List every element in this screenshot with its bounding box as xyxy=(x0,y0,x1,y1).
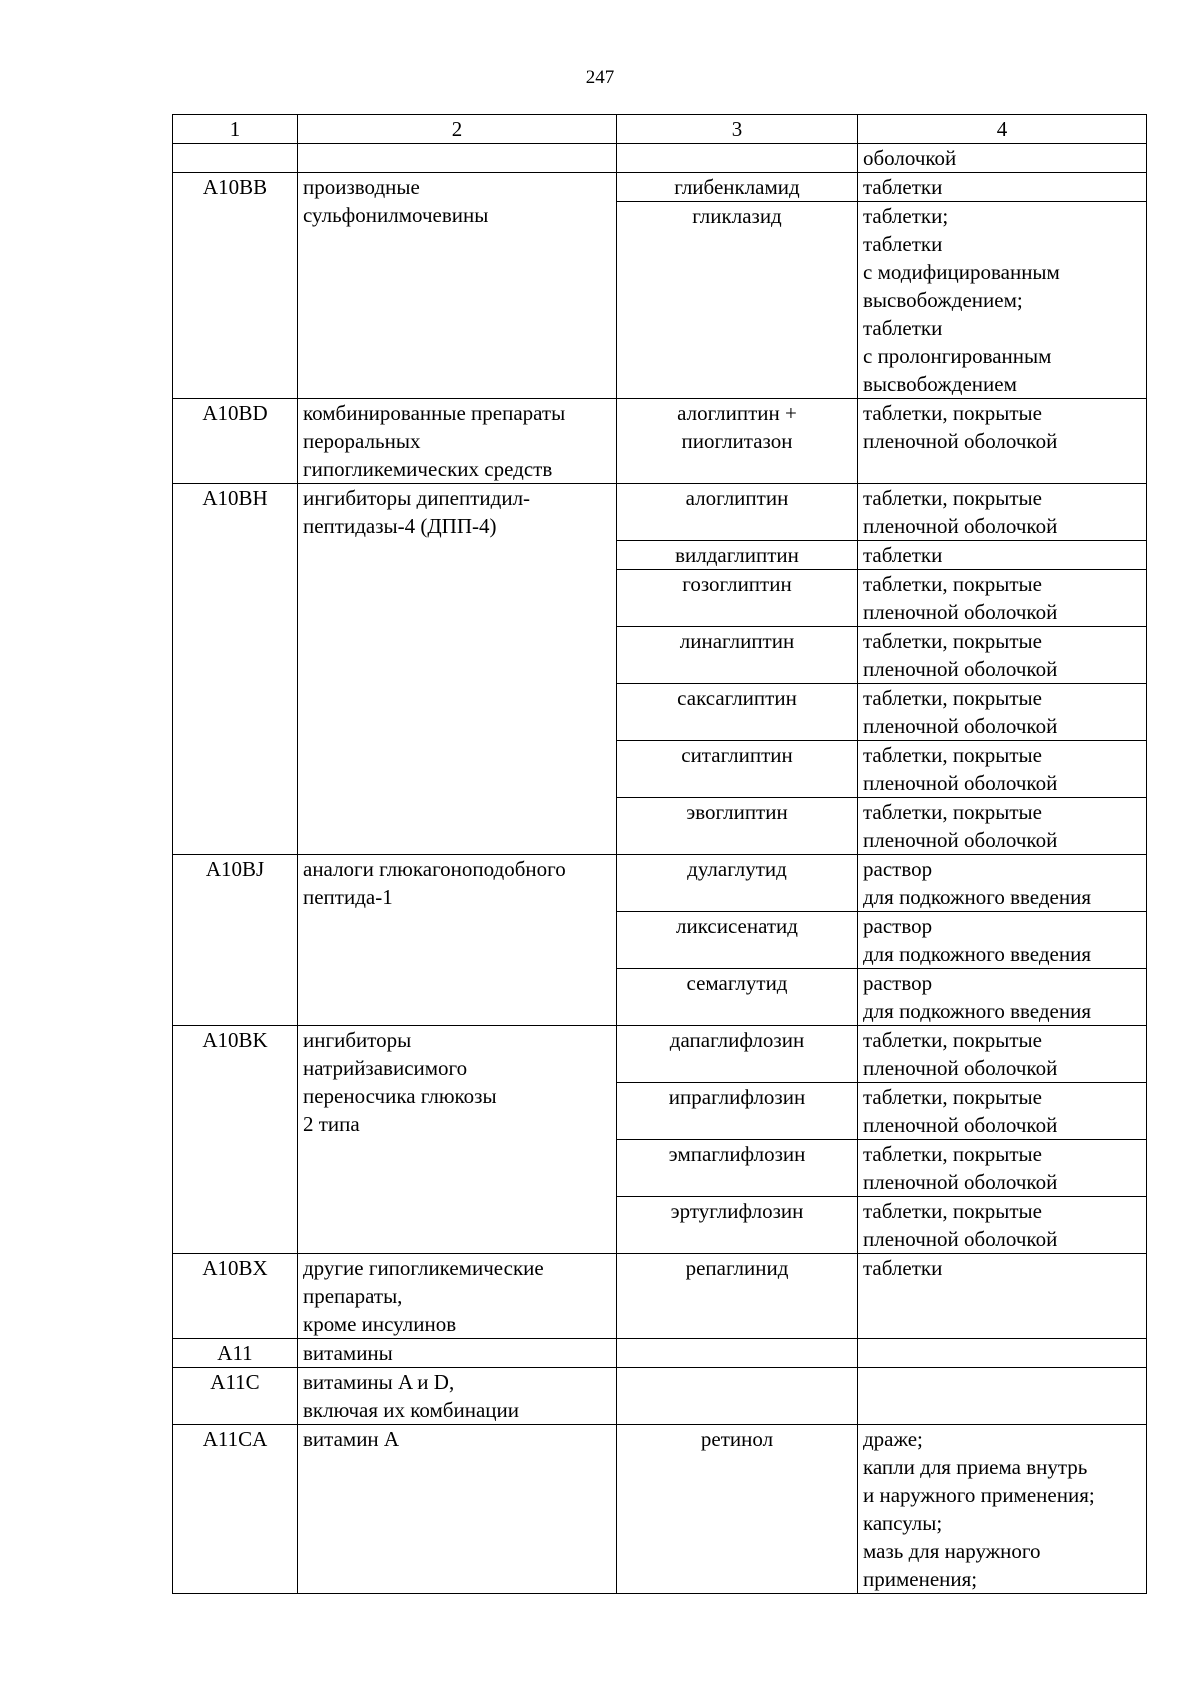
continuation-cell: оболочкой xyxy=(858,144,1147,173)
atc-code-cell: A10BJ xyxy=(173,855,298,1026)
dosage-form-cell: таблетки xyxy=(858,173,1147,202)
atc-code-cell: A11 xyxy=(173,1339,298,1368)
drug-name-cell: алоглиптин xyxy=(617,484,858,541)
atc-code-cell: A11C xyxy=(173,1368,298,1425)
table-row xyxy=(173,1254,1147,1339)
drug-name-cell: ипраглифлозин xyxy=(617,1083,858,1140)
table-row xyxy=(173,855,1147,912)
drug-name-cell: алоглиптин + пиоглитазон xyxy=(617,399,858,484)
header-cell-2: 2 xyxy=(298,115,617,144)
dosage-form-cell: таблетки, покрытые пленочной оболочкой xyxy=(858,798,1147,855)
dosage-form-cell: таблетки, покрытые пленочной оболочкой xyxy=(858,1083,1147,1140)
dosage-form-cell: таблетки, покрытые пленочной оболочкой xyxy=(858,399,1147,484)
header-cell-3: 3 xyxy=(617,115,858,144)
header-cell-1: 1 xyxy=(173,115,298,144)
dosage-form-cell xyxy=(858,1368,1147,1425)
dosage-form-cell: таблетки xyxy=(858,541,1147,570)
atc-code-cell: A10BX xyxy=(173,1254,298,1339)
dosage-form-cell: таблетки, покрытые пленочной оболочкой xyxy=(858,741,1147,798)
group-name-cell: ингибиторы натрийзависимого переносчика глюкозы 2 типа xyxy=(298,1026,617,1254)
dosage-form-cell: таблетки, покрытые пленочной оболочкой xyxy=(858,1140,1147,1197)
atc-code-cell: A11CA xyxy=(173,1425,298,1594)
drug-name-cell: эртуглифлозин xyxy=(617,1197,858,1254)
drug-name-cell: глибенкламид xyxy=(617,173,858,202)
dosage-form-cell: таблетки, покрытые пленочной оболочкой xyxy=(858,570,1147,627)
drug-name-cell: семаглутид xyxy=(617,969,858,1026)
drug-name-cell: дапаглифлозин xyxy=(617,1026,858,1083)
drug-name-cell: саксаглиптин xyxy=(617,684,858,741)
drug-name-cell xyxy=(617,1339,858,1368)
group-name-cell: витамины xyxy=(298,1339,617,1368)
table-row xyxy=(173,1425,1147,1594)
dosage-form-cell: раствор для подкожного введения xyxy=(858,855,1147,912)
group-name-cell: витамины A и D, включая их комбинации xyxy=(298,1368,617,1425)
dosage-form-cell: раствор для подкожного введения xyxy=(858,969,1147,1026)
drug-name-cell: ситаглиптин xyxy=(617,741,858,798)
dosage-form-cell xyxy=(858,1339,1147,1368)
empty-cell xyxy=(173,144,298,173)
page-number: 247 xyxy=(585,67,615,88)
table-row xyxy=(173,1339,1147,1368)
table-row xyxy=(173,399,1147,484)
drug-name-cell: линаглиптин xyxy=(617,627,858,684)
drug-name-cell: гозоглиптин xyxy=(617,570,858,627)
dosage-form-cell: таблетки xyxy=(858,1254,1147,1339)
drug-name-cell: дулаглутид xyxy=(617,855,858,912)
header-row xyxy=(173,115,1147,144)
group-name-cell: другие гипогликемические препараты, кроме инсулинов xyxy=(298,1254,617,1339)
group-name-cell: витамин A xyxy=(298,1425,617,1594)
drug-name-cell: эвоглиптин xyxy=(617,798,858,855)
drug-name-cell: репаглинид xyxy=(617,1254,858,1339)
table-row xyxy=(173,1368,1147,1425)
group-name-cell: аналоги глюкагоноподобного пептида-1 xyxy=(298,855,617,1026)
dosage-form-cell: таблетки, покрытые пленочной оболочкой xyxy=(858,1197,1147,1254)
atc-code-cell: A10BD xyxy=(173,399,298,484)
empty-cell xyxy=(298,144,617,173)
atc-code-cell: A10BB xyxy=(173,173,298,399)
drug-name-cell: ликсисенатид xyxy=(617,912,858,969)
group-name-cell: ингибиторы дипептидил- пептидазы-4 (ДПП-4) xyxy=(298,484,617,855)
empty-cell xyxy=(617,144,858,173)
drug-name-cell: гликлазид xyxy=(617,202,858,399)
drug-name-cell xyxy=(617,1368,858,1425)
continuation-row xyxy=(173,144,1147,173)
table-row xyxy=(173,173,1147,202)
header-cell-4: 4 xyxy=(858,115,1147,144)
dosage-form-cell: драже; капли для приема внутрь и наружного применения; капсулы; мазь для наружного применения; xyxy=(858,1425,1147,1594)
atc-code-cell: A10BH xyxy=(173,484,298,855)
drug-name-cell: эмпаглифлозин xyxy=(617,1140,858,1197)
table-row xyxy=(173,1026,1147,1083)
drug-name-cell: вилдаглиптин xyxy=(617,541,858,570)
atc-code-cell: A10BK xyxy=(173,1026,298,1254)
drug-table xyxy=(172,114,1147,1594)
table-row xyxy=(173,484,1147,541)
dosage-form-cell: раствор для подкожного введения xyxy=(858,912,1147,969)
dosage-form-cell: таблетки, покрытые пленочной оболочкой xyxy=(858,1026,1147,1083)
group-name-cell: комбинированные препараты пероральных гипогликемических средств xyxy=(298,399,617,484)
dosage-form-cell: таблетки, покрытые пленочной оболочкой xyxy=(858,684,1147,741)
dosage-form-cell: таблетки, покрытые пленочной оболочкой xyxy=(858,484,1147,541)
group-name-cell: производные сульфонилмочевины xyxy=(298,173,617,399)
dosage-form-cell: таблетки; таблетки с модифицированным высвобождением; таблетки с пролонгированным высвобождением xyxy=(858,202,1147,399)
drug-name-cell: ретинол xyxy=(617,1425,858,1594)
dosage-form-cell: таблетки, покрытые пленочной оболочкой xyxy=(858,627,1147,684)
